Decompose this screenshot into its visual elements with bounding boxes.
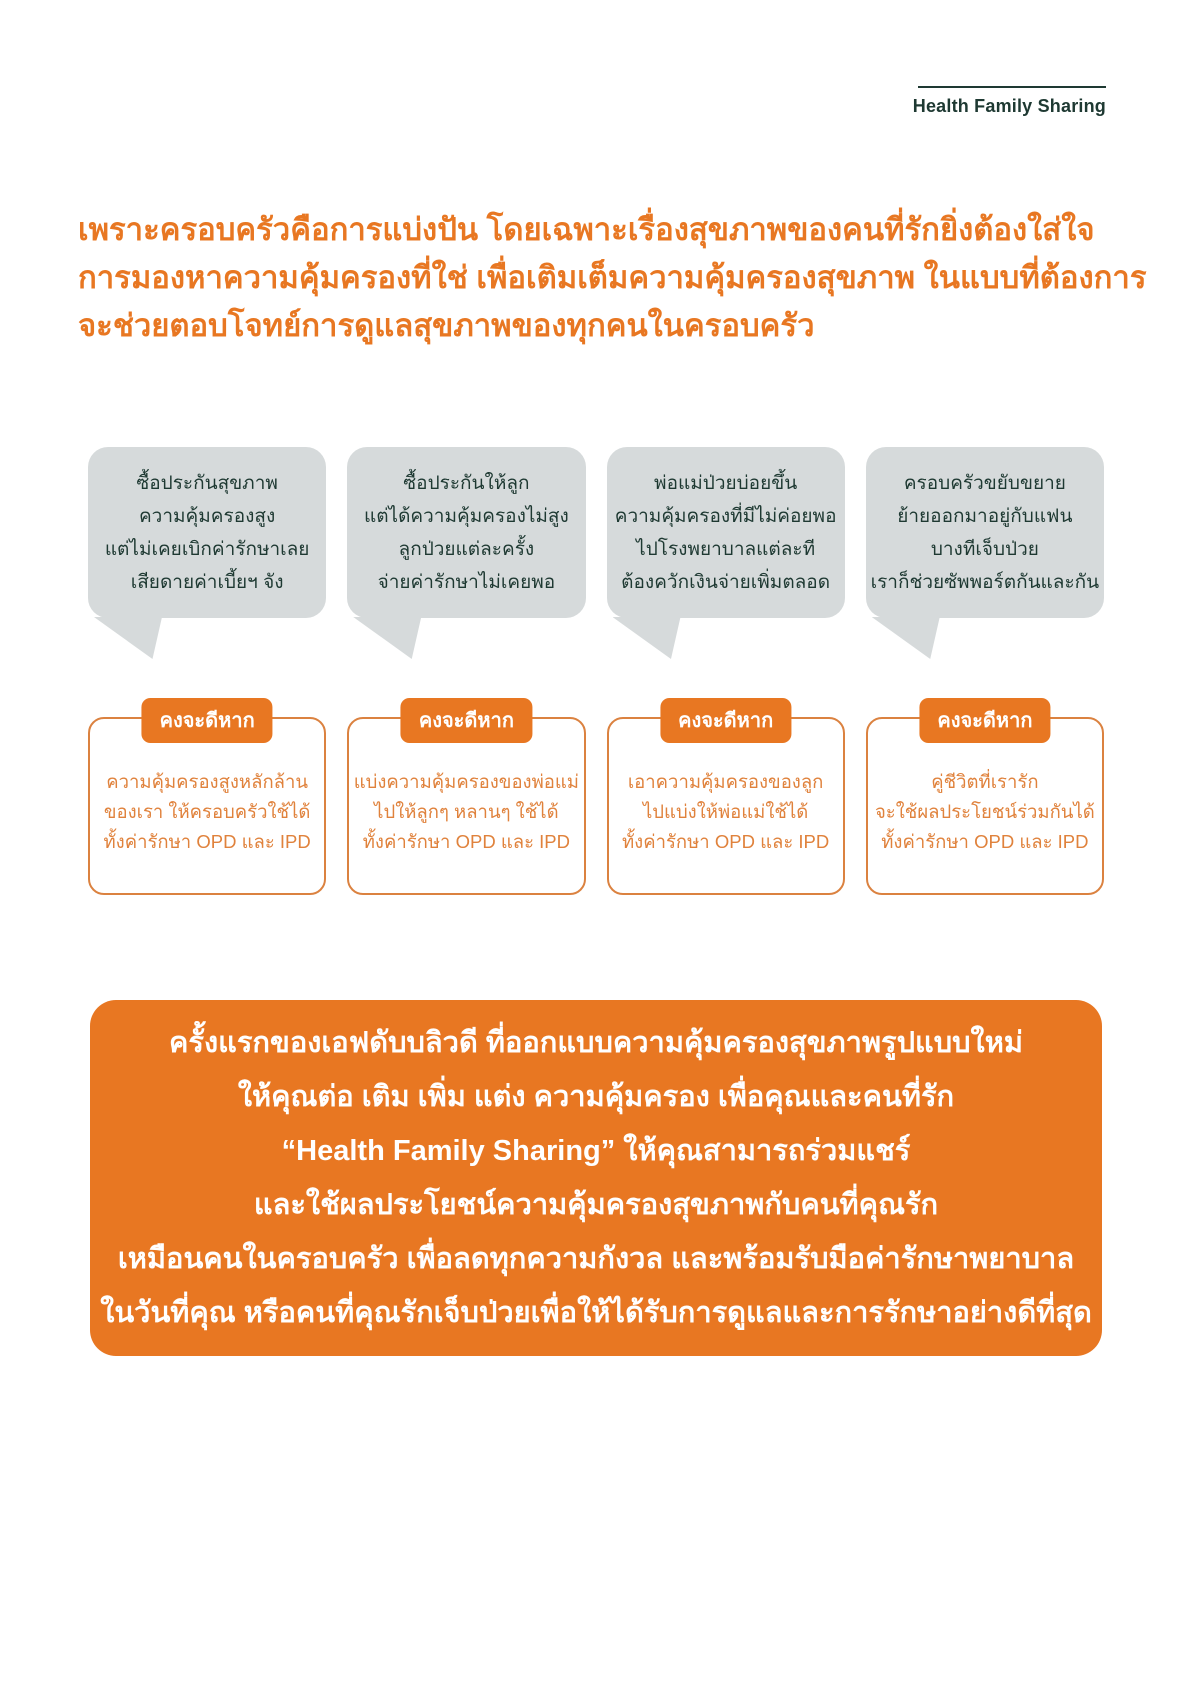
callout-line: และใช้ผลประโยชน์ความคุ้มครองสุขภาพกับคนที่คุณรัก	[253, 1189, 939, 1221]
speech-bubble-tail	[94, 617, 162, 659]
wish-badge: คงจะดีหาก	[401, 698, 532, 743]
solution-line: ไปแบ่งให้พ่อแม่ใช้ได้	[642, 801, 809, 822]
intro-line: เพราะครอบครัวคือการแบ่งปัน โดยเฉพาะเรื่องสุขภาพของคนที่รักยิ่งต้องใส่ใจ	[78, 212, 1095, 247]
solution-line: ทั้งค่ารักษา OPD และ IPD	[362, 831, 570, 852]
speech-bubble	[607, 447, 845, 618]
solution-box	[347, 717, 585, 895]
bubble-line: ซื้อประกันให้ลูก	[403, 472, 530, 494]
bubble-line: ครอบครัวขยับขยาย	[903, 472, 1066, 494]
callout-line: ในวันที่คุณ หรือคนที่คุณรักเจ็บป่วยเพื่อให้ได้รับการดูแลและการรักษาอย่างดีที่สุด	[100, 1297, 1092, 1329]
callout-line: เหมือนคนในครอบครัว เพื่อลดทุกความกังวล และพร้อมรับมือค่ารักษาพยาบาล	[117, 1243, 1075, 1275]
solution-line: ทั้งค่ารักษา OPD และ IPD	[103, 831, 311, 852]
bubble-line: ซื้อประกันสุขภาพ	[136, 472, 278, 494]
bubble-line: ย้ายออกมาอยู่กับแฟน	[897, 505, 1073, 527]
wish-badge: คงจะดีหาก	[142, 698, 273, 743]
speech-bubble-tail	[872, 617, 940, 659]
solution-box	[88, 717, 326, 895]
solution-line: ทั้งค่ารักษา OPD และ IPD	[881, 831, 1089, 852]
column-3	[607, 447, 845, 895]
header-divider	[918, 86, 1106, 88]
solution-line: ไปให้ลูกๆ หลานๆ ใช้ได้	[374, 801, 559, 822]
solution-line: เอาความคุ้มครองของลูก	[627, 771, 824, 792]
wish-badge: คงจะดีหาก	[660, 698, 791, 743]
bubble-line: จ่ายค่ารักษาไม่เคยพอ	[377, 571, 556, 593]
solution-line: แบ่งความคุ้มครองของพ่อแม่	[353, 771, 580, 792]
solution-line: ทั้งค่ารักษา OPD และ IPD	[621, 831, 830, 852]
bubble-line: แต่ได้ความคุ้มครองไม่สูง	[363, 505, 569, 527]
callout-line: ครั้งแรกของเอฟดับบลิวดี ที่ออกแบบความคุ้มครองสุขภาพรูปแบบใหม่	[169, 1027, 1023, 1059]
bubble-line: ความคุ้มครองที่มีไม่ค่อยพอ	[614, 505, 837, 527]
intro-line: จะช่วยตอบโจทย์การดูแลสุขภาพของทุกคนในครอบครัว	[78, 308, 815, 343]
bubble-line: พ่อแม่ป่วยบ่อยขึ้น	[654, 472, 798, 494]
column-4	[866, 447, 1104, 895]
solution-line: ความคุ้มครองสูงหลักล้าน	[106, 771, 309, 792]
solution-box	[607, 717, 845, 895]
solution-line: คู่ชีวิตที่เรารัก	[931, 771, 1039, 792]
column-2	[347, 447, 585, 895]
callout-line: “Health Family Sharing” ให้คุณสามารถร่วมแชร์	[281, 1135, 911, 1167]
product-callout-banner	[90, 1000, 1102, 1356]
solution-box	[866, 717, 1104, 895]
bubble-line: ความคุ้มครองสูง	[138, 505, 276, 527]
intro-heading	[78, 206, 1147, 350]
bubble-line: แต่ไม่เคยเบิกค่ารักษาเลย	[104, 538, 310, 560]
column-1	[88, 447, 326, 895]
bubble-line: ต้องควักเงินจ่ายเพิ่มตลอด	[621, 571, 831, 593]
bubble-line: เราก็ช่วยซัพพอร์ตกันและกัน	[870, 571, 1100, 593]
callout-line: ให้คุณต่อ เติม เพิ่ม แต่ง ความคุ้มครอง เพื่อคุณและคนที่รัก	[237, 1081, 955, 1113]
page-title: Health Family Sharing	[912, 96, 1106, 116]
bubble-line: ลูกป่วยแต่ละครั้ง	[398, 538, 535, 560]
speech-bubble	[88, 447, 326, 618]
speech-bubble	[347, 447, 585, 618]
bubble-line: เสียดายค่าเบี้ยฯ จัง	[130, 571, 284, 593]
speech-bubble-tail	[613, 617, 681, 659]
solution-line: ของเรา ให้ครอบครัวใช้ได้	[103, 801, 311, 822]
wish-badge: คงจะดีหาก	[919, 698, 1050, 743]
solution-line: จะใช้ผลประโยชน์ร่วมกันได้	[874, 801, 1095, 822]
pain-point-columns	[88, 447, 1104, 895]
bubble-line: บางทีเจ็บป่วย	[930, 538, 1039, 560]
speech-bubble-tail	[353, 617, 421, 659]
bubble-line: ไปโรงพยาบาลแต่ละที	[636, 538, 816, 560]
intro-line: การมองหาความคุ้มครองที่ใช่ เพื่อเติมเต็มความคุ้มครองสุขภาพ ในแบบที่ต้องการ	[78, 260, 1147, 295]
speech-bubble	[866, 447, 1104, 618]
